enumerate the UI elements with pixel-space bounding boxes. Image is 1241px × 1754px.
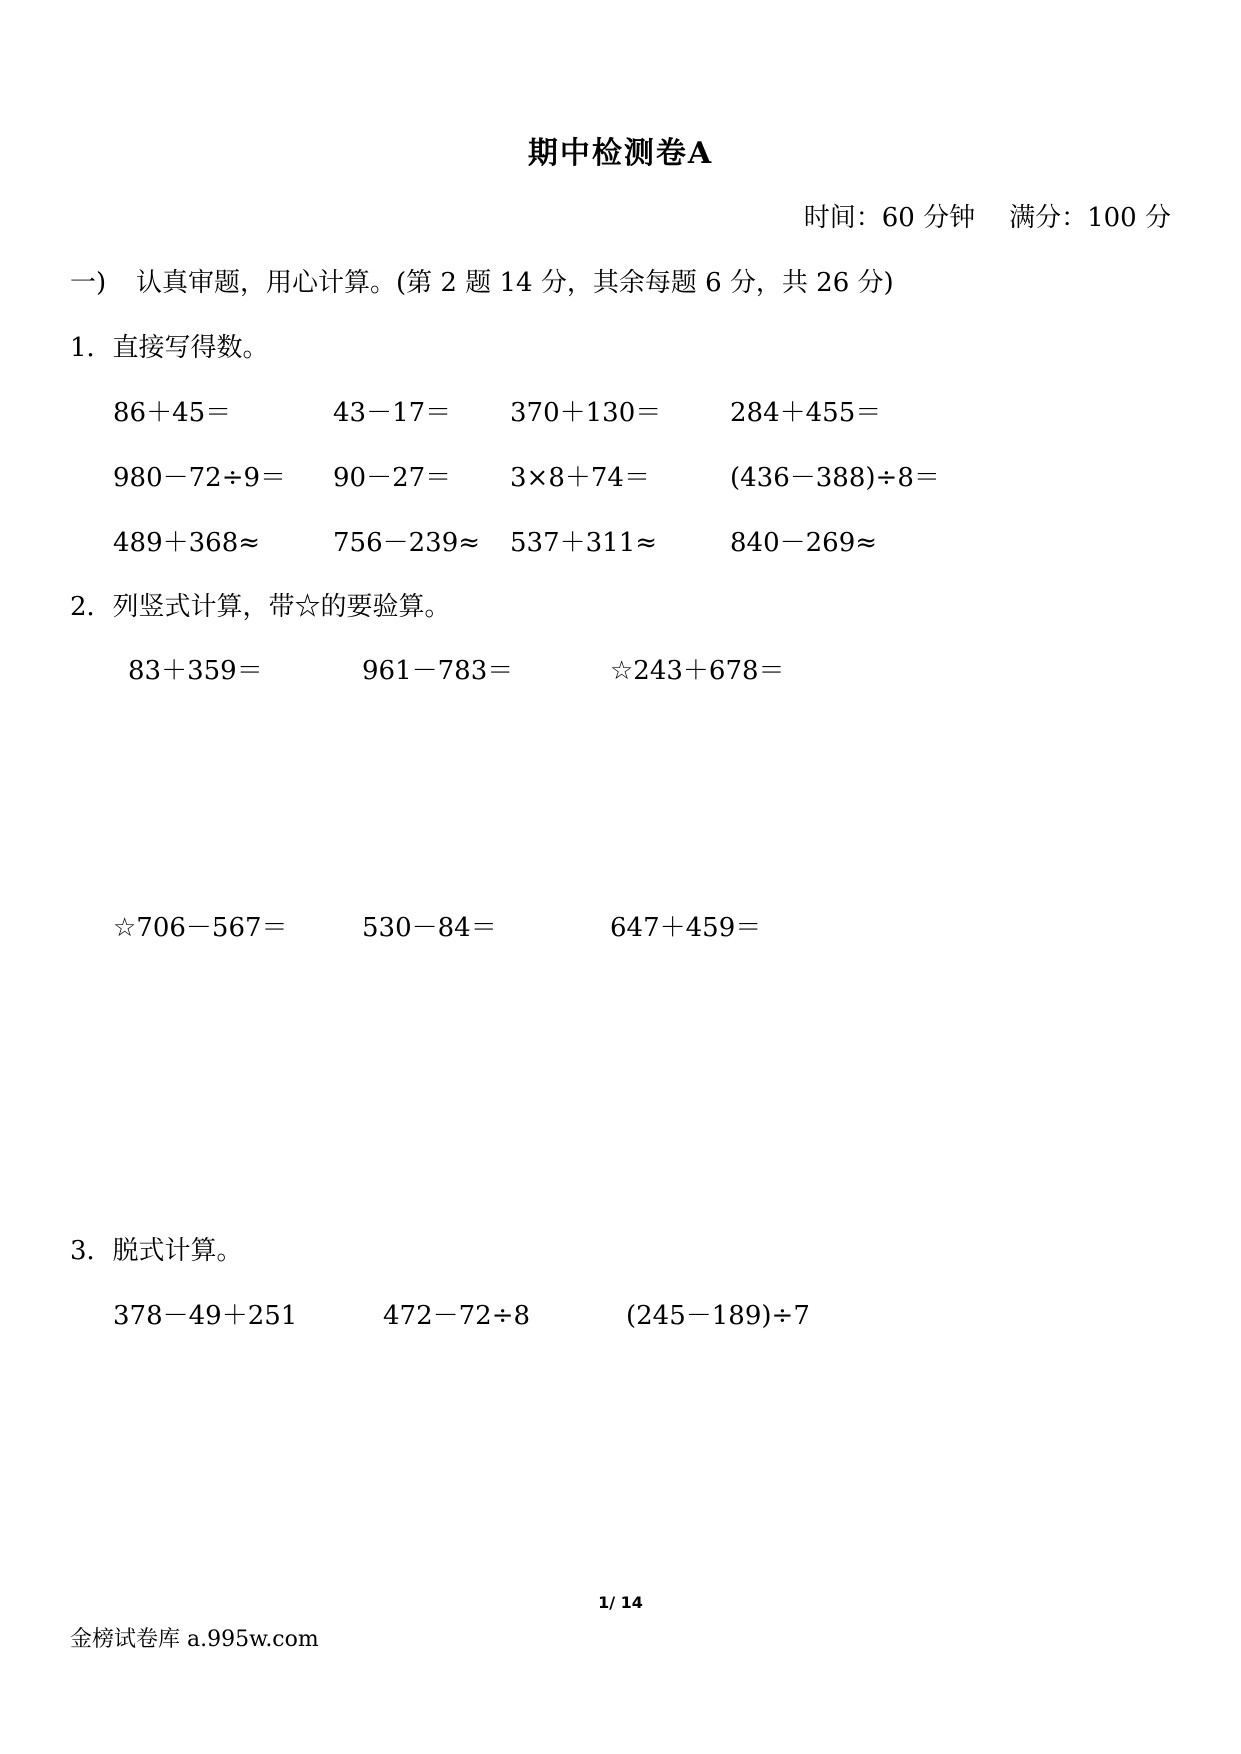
question-2-heading: 2．列竖式计算，带☆的要验算。 bbox=[70, 592, 451, 622]
q1-expression: 489＋368≈ bbox=[113, 528, 261, 558]
section-heading bbox=[70, 262, 894, 299]
exam-info bbox=[804, 197, 1171, 234]
q2-expression: ☆243＋678＝ bbox=[610, 656, 785, 686]
q3-expression: 472－72÷8 bbox=[383, 1301, 531, 1331]
q3-expression: 378－49＋251 bbox=[113, 1301, 298, 1331]
q2-expression: ☆706－567＝ bbox=[113, 913, 288, 943]
q1-expression: 537＋311≈ bbox=[510, 528, 658, 558]
q1-expression: 86＋45＝ bbox=[113, 398, 232, 428]
q2-expression: 83＋359＝ bbox=[128, 656, 263, 686]
q1-expression: 43－17＝ bbox=[333, 398, 452, 428]
q2-expression: 961－783＝ bbox=[362, 656, 514, 686]
page-title: 期中检测卷A bbox=[527, 136, 714, 171]
section-text: 认真审题，用心计算。(第 2 题 14 分，其余每题 6 分，共 26 分) bbox=[136, 268, 894, 298]
section-number: 一) bbox=[70, 268, 107, 298]
q1-expression: 90－27＝ bbox=[333, 463, 452, 493]
q1-expression: 284＋455＝ bbox=[730, 398, 882, 428]
q1-expression: 370＋130＝ bbox=[510, 398, 662, 428]
q1-expression: (436－388)÷8＝ bbox=[730, 463, 940, 493]
q1-expression: 980－72÷9＝ bbox=[113, 463, 287, 493]
time-limit: 时间：60 分钟 bbox=[803, 203, 976, 233]
question-3-heading: 3．脱式计算。 bbox=[70, 1236, 243, 1266]
q1-expression: 840－269≈ bbox=[730, 528, 878, 558]
q2-expression: 647＋459＝ bbox=[610, 913, 762, 943]
q1-expression: 3×8＋74＝ bbox=[510, 463, 650, 493]
full-score: 满分：100 分 bbox=[1009, 203, 1171, 233]
page-number: 1/ 14 bbox=[598, 1593, 643, 1612]
q1-expression: 756－239≈ bbox=[333, 528, 481, 558]
q3-expression: (245－189)÷7 bbox=[626, 1301, 810, 1331]
footer-source: 金榜试卷库 a.995w.com bbox=[70, 1627, 319, 1652]
question-1-heading: 1．直接写得数。 bbox=[70, 333, 269, 363]
q2-expression: 530－84＝ bbox=[362, 913, 497, 943]
